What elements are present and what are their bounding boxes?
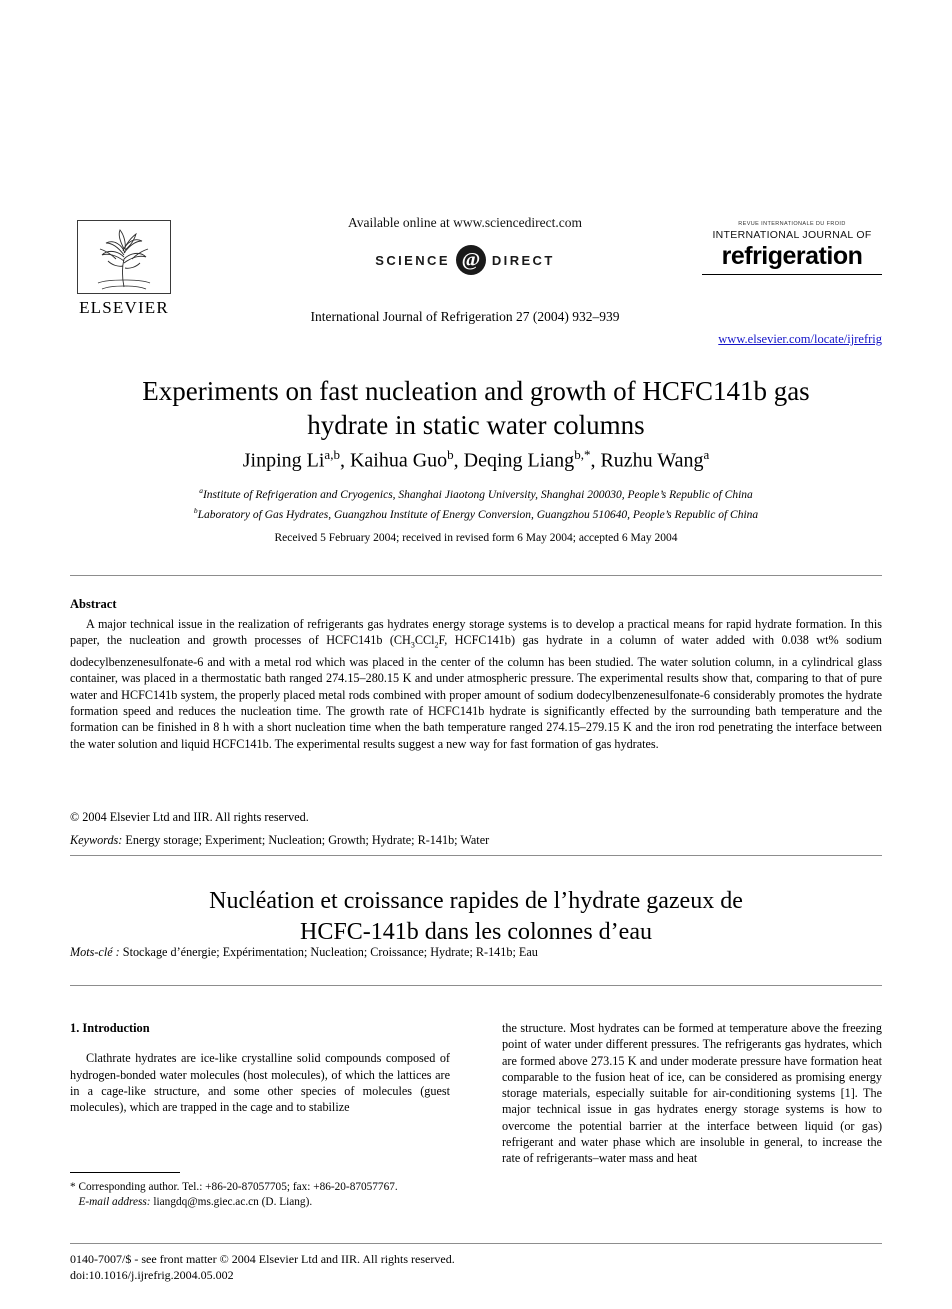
footnote-block — [70, 1180, 450, 1210]
sciencedirect-block — [270, 215, 660, 275]
page-title — [70, 374, 882, 442]
corresponding-author-note: * Corresponding author. Tel.: +86-20-87057705; fax: +86-20-87057767. — [70, 1181, 398, 1193]
french-title-line-1: Nucléation et croissance rapides de l’hydrate gazeux de — [209, 888, 743, 914]
section-heading-introduction: 1. Introduction — [70, 1021, 150, 1035]
journal-logo-rule — [702, 274, 882, 275]
body-column-right — [502, 1020, 882, 1167]
abstract-paragraph: A major technical issue in the realization of refrigerants gas hydrates energy storage systems is to develop a practical means for rapid hydrate formation. In this paper, the nucleation and growth processes of HCFC141b ($CH_3CCl_2F$, HCFC141b) gas hydrate in a column of water added with 0.038 wt% sodium dodecylbenzenesulfonate-6 and with a metal rod which was placed in the center of the column has been studied. The water solution column, in a cylindrical glass container, was placed in a thermostatic bath ranged 274.15–280.15 K and under atmospheric pressure. The experimental results show that, comparing to that of pure water and HCFC141b system, the properly placed metal rods combined with proper amount of sodium dodecylbenzenesulfonate-6 considerably promotes the hydrate formation speed and reduces the nucleation time. The growth rate of HCFC141b hydrate is significantly effected by the surrounding bath temperature and the formation can be finished in 8 h with a short nucleation time when the bath temperature ranged 274.15–279.15 K and the iron rod penetrating the interface between the water solution and liquid HCFC141b. The experimental results suggest a new way for fast formation of gas hydrates. — [70, 617, 882, 751]
keywords-label: Keywords: — [70, 833, 123, 847]
journal-website-link[interactable]: www.elsevier.com/locate/ijrefrig — [718, 332, 882, 346]
doi-line: doi:10.1016/j.ijrefrig.2004.05.002 — [70, 1268, 234, 1282]
available-online-text: Available online at www.sciencedirect.com — [348, 215, 582, 230]
journal-logo-subtitle-fr: REVUE INTERNATIONALE DU FROID — [738, 221, 846, 227]
abstract-heading: Abstract — [70, 597, 117, 611]
title-line-2: hydrate in static water columns — [307, 410, 645, 440]
elsevier-tree-icon — [77, 220, 171, 294]
keywords-text: Energy storage; Experiment; Nucleation; Growth; Hydrate; R-141b; Water — [125, 833, 490, 847]
sciencedirect-word-science: SCIENCE — [375, 252, 450, 268]
french-keywords-text: Stockage d’énergie; Expérimentation; Nucleation; Croissance; Hydrate; R-141b; Eau — [122, 945, 538, 959]
elsevier-wordmark: ELSEVIER — [79, 298, 169, 317]
divider-middle — [70, 855, 882, 856]
footer-divider — [70, 1243, 882, 1244]
elsevier-logo — [70, 220, 178, 318]
divider-bottom — [70, 985, 882, 986]
french-keywords-label: Mots-clé : — [70, 945, 120, 959]
sciencedirect-word-direct: DIRECT — [491, 252, 555, 268]
title-line-1: Experiments on fast nucleation and growth of HCFC141b gas — [142, 376, 810, 406]
affiliation-a: $^a$Institute of Refrigeration and Cryogenics, Shanghai Jiaotong University, Shanghai 200030, People’s Republic of China — [199, 486, 753, 501]
author-list: Jinping Li$^{a,b}$, Kaihua Guo$^b$, Deqing Liang$^{b,*}$, Ruzhu Wang$^a$ — [242, 447, 710, 472]
affiliation-a-text: Institute of Refrigeration and Cryogenics, Shanghai Jiaotong University, Shanghai 200030, People’s Republic of China — [202, 488, 753, 501]
email-label: E-mail address: — [78, 1196, 151, 1208]
journal-reference: International Journal of Refrigeration 27 (2004) 932–939 — [310, 309, 620, 324]
french-title-line-2: HCFC-141b dans les colonnes d’eau — [300, 919, 652, 945]
received-dates: Received 5 February 2004; received in revised form 6 May 2004; accepted 6 May 2004 — [274, 532, 678, 544]
affiliations — [70, 483, 882, 523]
body-column-left — [70, 1020, 450, 1115]
footer-block — [70, 1251, 882, 1283]
french-title — [70, 886, 882, 948]
sciencedirect-logo — [270, 245, 660, 275]
intro-paragraph-right: the structure. Most hydrates can be formed at temperature above the freezing point of water under different pressures. The refrigerants gas hydrates, which are formed above 273.15 K and under moderate pressure have formation heat comparable to the fusion heat of ice, can be considered as promising energy storage materials, especially suitable for air-conditioning systems [1]. The major technical issue in gas hydrates energy storage systems is how to overcome the potential barrier at the interface between liquid (or gas) refrigerant and water phase which are insoluble in general, to increase the rate of refrigerants–water mass and heat — [502, 1021, 882, 1166]
issn-line: 0140-7007/$ - see front matter © 2004 Elsevier Ltd and IIR. All rights reserved. — [70, 1252, 455, 1266]
journal-logo-subtitle-en: INTERNATIONAL JOURNAL OF — [712, 229, 872, 241]
email-note — [70, 1195, 450, 1210]
journal-logo-title: refrigeration — [721, 242, 863, 270]
email-value[interactable]: liangdq@ms.giec.ac.cn (D. Liang). — [153, 1196, 313, 1208]
divider-top — [70, 575, 882, 576]
page-header — [70, 215, 882, 346]
at-symbol-icon: @ — [456, 245, 486, 275]
copyright-line: © 2004 Elsevier Ltd and IIR. All rights reserved. — [70, 810, 309, 824]
affiliation-b-text: Laboratory of Gas Hydrates, Guangzhou Institute of Energy Conversion, Guangzhou 510640, People’s Republic of China — [197, 508, 759, 521]
intro-paragraph-left: Clathrate hydrates are ice-like crystalline solid compounds composed of hydrogen-bonded water molecules (host molecules), of which the lattices are in a cage-like structure, and some other species of molecules (guest molecules), which are trapped in the cage and to stabilize — [70, 1051, 450, 1115]
journal-logo — [702, 221, 882, 275]
abstract-body — [70, 616, 882, 752]
affiliation-b: $^b$Laboratory of Gas Hydrates, Guangzhou Institute of Energy Conversion, Guangzhou 510640, People’s Republic of China — [193, 505, 759, 521]
keywords-line — [70, 833, 882, 848]
french-keywords-line — [70, 945, 882, 960]
footnote-divider — [70, 1172, 180, 1173]
